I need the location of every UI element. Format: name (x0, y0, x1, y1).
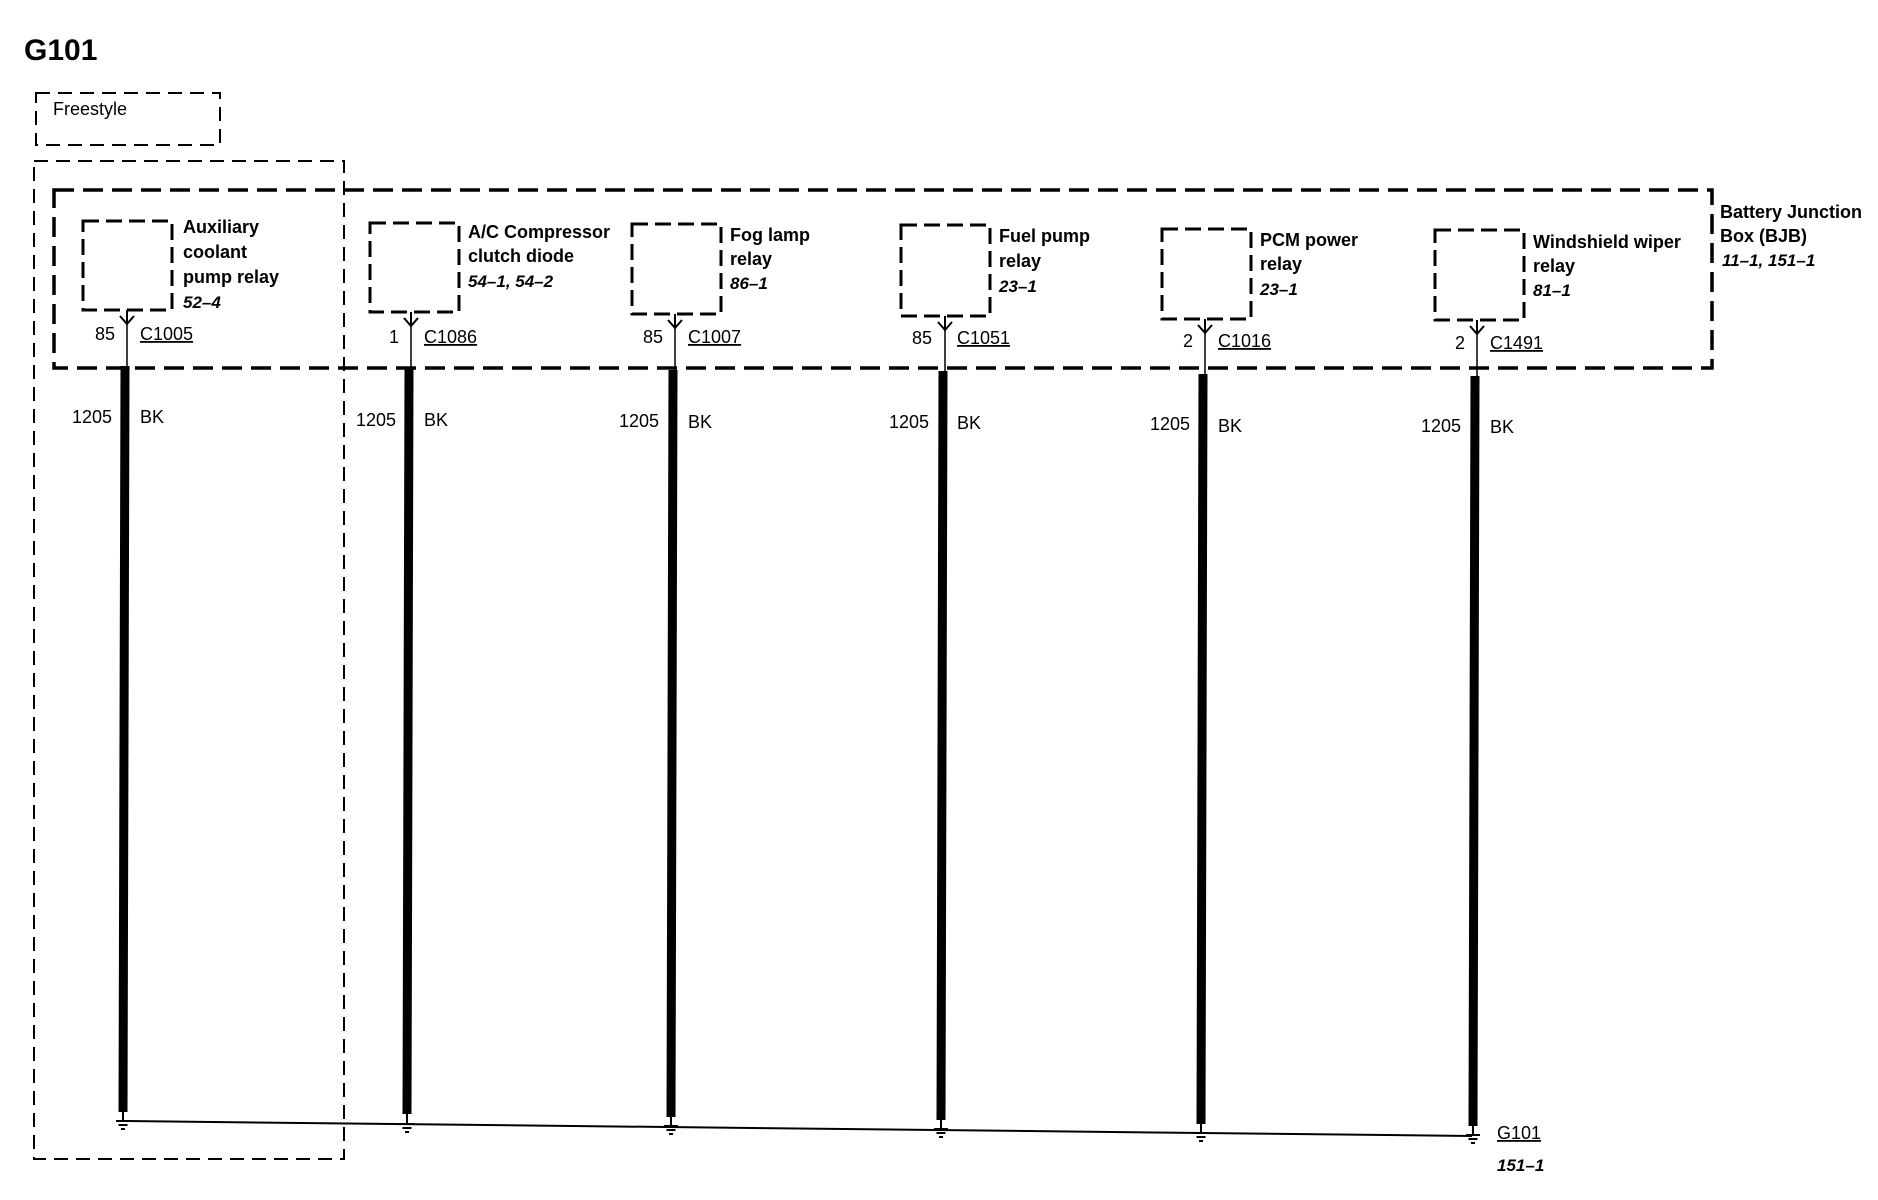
pin-number: 2 (1182, 331, 1193, 351)
relay-box (1435, 230, 1524, 320)
connector-id: C1086 (424, 327, 478, 347)
component-ac-compressor-clutch-diode (356, 222, 610, 1132)
ground-symbol-icon (1194, 1124, 1208, 1141)
component-name-line2: clutch diode (468, 246, 575, 266)
component-pcm-power-relay (1150, 229, 1358, 1141)
connector-id: C1491 (1490, 333, 1544, 353)
page-title: G101 (24, 34, 98, 67)
component-fuel-pump-relay (889, 225, 1090, 1137)
terminal-arrow-icon (938, 316, 952, 330)
circuit-number: 1205 (71, 407, 112, 427)
wire-color: BK (1218, 416, 1243, 436)
wire-color: BK (424, 410, 449, 430)
terminal-arrow-icon (1198, 319, 1212, 333)
ground-point-ref: 151–1 (1497, 1156, 1545, 1175)
wire-color: BK (688, 412, 713, 432)
ground-symbol-icon (934, 1120, 948, 1137)
circuit-number: 1205 (888, 412, 929, 432)
pin-number: 1 (388, 327, 399, 347)
ground-symbol-icon (400, 1114, 414, 1132)
component-name-line1: Auxiliary (183, 217, 260, 237)
component-auxiliary-coolant-pump-relay (72, 217, 279, 1129)
connector-id: C1007 (688, 327, 742, 347)
component-name-line2: relay (1533, 256, 1576, 276)
terminal-arrow-icon (404, 312, 418, 326)
component-ref: 54–1, 54–2 (468, 272, 554, 291)
pin-number: 2 (1454, 333, 1465, 353)
component-name-line2: relay (730, 249, 773, 269)
component-name-line2: relay (1260, 254, 1303, 274)
component-ref: 86–1 (730, 274, 768, 293)
component-name-line1: A/C Compressor (468, 222, 611, 242)
component-name-line1: PCM power (1260, 230, 1359, 250)
ground-bus (124, 1121, 1472, 1136)
connector-id: C1016 (1218, 331, 1272, 351)
wire (671, 370, 673, 1117)
wire (1473, 376, 1475, 1126)
component-ref: 23–1 (1260, 280, 1298, 299)
wire (407, 369, 409, 1114)
ground-symbol-icon (1466, 1126, 1480, 1143)
ground-symbol-icon (116, 1112, 130, 1129)
circuit-number: 1205 (1149, 414, 1190, 434)
wire-color: BK (957, 413, 982, 433)
wire (941, 371, 943, 1120)
wire-color: BK (140, 407, 165, 427)
pin-number: 85 (642, 327, 663, 347)
ground-point-label: G101 (1497, 1123, 1542, 1143)
ground-symbol-icon (664, 1117, 678, 1134)
wire-color: BK (1490, 417, 1515, 437)
component-ref: 23–1 (999, 277, 1037, 296)
circuit-number: 1205 (1420, 416, 1461, 436)
terminal-arrow-icon (668, 314, 682, 328)
wire (123, 366, 125, 1112)
circuit-number: 1205 (355, 410, 396, 430)
component-name-line2: relay (999, 251, 1042, 271)
junction-box-name-line1: Battery Junction (1720, 202, 1863, 222)
component-name-line1: Fuel pump (999, 226, 1090, 246)
component-name-line1: Windshield wiper (1533, 232, 1681, 252)
relay-box (370, 223, 459, 312)
component-ref: 52–4 (183, 293, 221, 312)
connector-id: C1005 (140, 324, 194, 344)
component-name-line3: pump relay (183, 267, 280, 287)
junction-box-name-line2: Box (BJB) (1720, 226, 1808, 246)
relay-box (632, 224, 721, 314)
variant-label: Freestyle (53, 99, 128, 119)
pin-number: 85 (94, 324, 115, 344)
pin-number: 85 (911, 328, 932, 348)
wire (1201, 374, 1203, 1124)
component-ref: 81–1 (1533, 281, 1571, 300)
relay-box (83, 221, 172, 310)
circuit-number: 1205 (618, 411, 659, 431)
component-name-line1: Fog lamp (730, 225, 810, 245)
terminal-arrow-icon (1470, 320, 1484, 334)
component-name-line2: coolant (183, 242, 248, 262)
relay-box (901, 225, 990, 316)
component-fog-lamp-relay (619, 224, 810, 1134)
relay-box (1162, 229, 1251, 319)
connector-id: C1051 (957, 328, 1011, 348)
terminal-arrow-icon (120, 310, 134, 324)
junction-box-ref: 11–1, 151–1 (1722, 251, 1816, 270)
